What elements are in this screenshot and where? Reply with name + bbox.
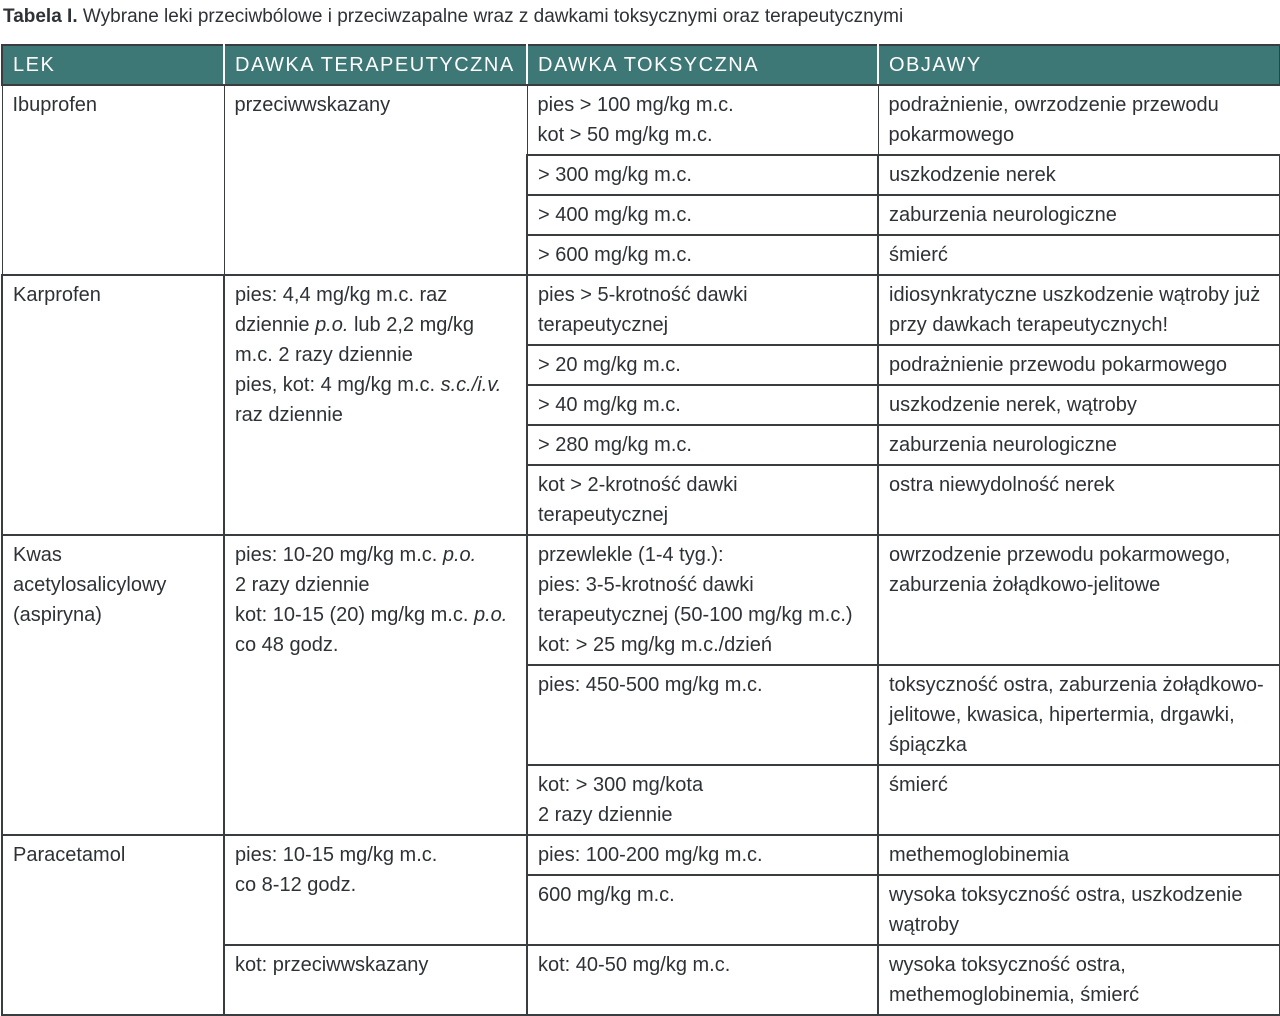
symptoms-cell: idiosynkratyczne uszkodzenie wątroby już przy dawkach terapeutycznych! bbox=[878, 275, 1280, 345]
symptoms-cell: podrażnienie przewodu pokarmowego bbox=[878, 345, 1280, 385]
toxic-dose-cell: > 600 mg/kg m.c. bbox=[527, 235, 878, 275]
toxic-dose-cell: 600 mg/kg m.c. bbox=[527, 875, 878, 945]
toxic-dose-cell: pies: 100-200 mg/kg m.c. bbox=[527, 835, 878, 875]
toxic-dose-cell: pies > 100 mg/kg m.c. kot > 50 mg/kg m.c. bbox=[527, 85, 878, 155]
header-symptoms: OBJAWY bbox=[878, 45, 1280, 85]
toxic-dose-cell: kot: 40-50 mg/kg m.c. bbox=[527, 945, 878, 1015]
toxic-dose-cell: > 280 mg/kg m.c. bbox=[527, 425, 878, 465]
toxic-dose-cell: pies > 5-krotność dawki terapeutycznej bbox=[527, 275, 878, 345]
symptoms-cell: śmierć bbox=[878, 235, 1280, 275]
symptoms-cell: wysoka toksyczność ostra, uszkodzenie wątroby bbox=[878, 875, 1280, 945]
toxic-doses-table bbox=[1, 44, 1280, 1016]
symptoms-cell: wysoka toksyczność ostra, methemoglobinemia, śmierć bbox=[878, 945, 1280, 1015]
toxic-dose-cell: > 20 mg/kg m.c. bbox=[527, 345, 878, 385]
drug-name-cell: Paracetamol bbox=[2, 835, 224, 1015]
drug-name-cell: Karprofen bbox=[2, 275, 224, 535]
therapeutic-dose-cell: kot: przeciwwskazany bbox=[224, 945, 527, 1015]
header-toxic-dose: DAWKA TOKSYCZNA bbox=[527, 45, 878, 85]
header-therapeutic-dose: DAWKA TERAPEUTYCZNA bbox=[224, 45, 527, 85]
symptoms-cell: ostra niewydolność nerek bbox=[878, 465, 1280, 535]
drug-name-cell: Ibuprofen bbox=[2, 85, 224, 275]
caption-label: Tabela I. bbox=[3, 6, 78, 27]
symptoms-cell: methemoglobinemia bbox=[878, 835, 1280, 875]
header-row bbox=[2, 45, 1280, 85]
symptoms-cell: podrażnienie, owrzodzenie przewodu pokarmowego bbox=[878, 85, 1280, 155]
symptoms-cell: zaburzenia neurologiczne bbox=[878, 425, 1280, 465]
therapeutic-dose-cell: pies: 10-20 mg/kg m.c. p.o. 2 razy dziennie kot: 10-15 (20) mg/kg m.c. p.o. co 48 godz. bbox=[224, 535, 527, 835]
toxic-dose-cell: > 40 mg/kg m.c. bbox=[527, 385, 878, 425]
table-row bbox=[2, 835, 1280, 875]
table-caption bbox=[3, 6, 903, 28]
header-drug: LEK bbox=[2, 45, 224, 85]
table-row bbox=[2, 85, 1280, 155]
drug-name-cell: Kwas acetylosalicylowy (aspiryna) bbox=[2, 535, 224, 835]
therapeutic-dose-cell: pies: 10-15 mg/kg m.c. co 8-12 godz. bbox=[224, 835, 527, 945]
toxic-dose-cell: > 300 mg/kg m.c. bbox=[527, 155, 878, 195]
symptoms-cell: zaburzenia neurologiczne bbox=[878, 195, 1280, 235]
symptoms-cell: śmierć bbox=[878, 765, 1280, 835]
therapeutic-dose-cell: pies: 4,4 mg/kg m.c. raz dziennie p.o. lub 2,2 mg/kg m.c. 2 razy dziennie pies, kot: 4 mg/kg m.c. s.c./i.v. raz dziennie bbox=[224, 275, 527, 535]
symptoms-cell: uszkodzenie nerek, wątroby bbox=[878, 385, 1280, 425]
toxic-dose-cell: > 400 mg/kg m.c. bbox=[527, 195, 878, 235]
table-row bbox=[2, 275, 1280, 345]
toxic-dose-cell: kot: > 300 mg/kota 2 razy dziennie bbox=[527, 765, 878, 835]
caption-text: Wybrane leki przeciwbólowe i przeciwzapalne wraz z dawkami toksycznymi oraz terapeutycznymi bbox=[77, 6, 904, 27]
table-row bbox=[2, 535, 1280, 665]
symptoms-cell: uszkodzenie nerek bbox=[878, 155, 1280, 195]
toxic-dose-cell: pies: 450-500 mg/kg m.c. bbox=[527, 665, 878, 765]
symptoms-cell: owrzodzenie przewodu pokarmowego, zaburzenia żołądkowo-jelitowe bbox=[878, 535, 1280, 665]
symptoms-cell: toksyczność ostra, zaburzenia żołądkowo-jelitowe, kwasica, hipertermia, drgawki, śpiączka bbox=[878, 665, 1280, 765]
toxic-dose-cell: kot > 2-krotność dawki terapeutycznej bbox=[527, 465, 878, 535]
therapeutic-dose-cell: przeciwwskazany bbox=[224, 85, 527, 275]
toxic-dose-cell: przewlekle (1-4 tyg.): pies: 3-5-krotność dawki terapeutycznej (50-100 mg/kg m.c.) kot: > 25 mg/kg m.c./dzień bbox=[527, 535, 878, 665]
